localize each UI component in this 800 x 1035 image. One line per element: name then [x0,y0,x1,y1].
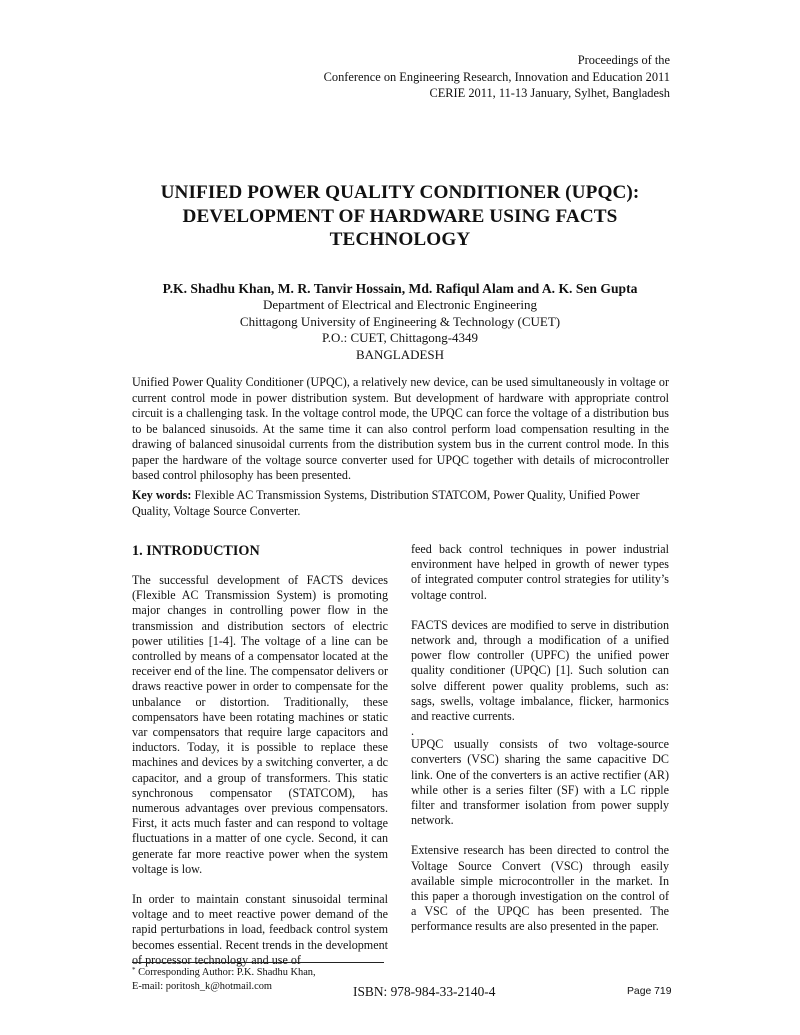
paper-title [110,181,690,252]
paragraph: feed back control techniques in power industrial environment have helped in growth of newer types of integrated computer control strategies for utility’s voltage control. [411,542,669,602]
affiliation-po: P.O.: CUET, Chittagong-4349 [321,330,479,345]
title-line-1: UNIFIED POWER QUALITY CONDITIONER (UPQC): [160,182,640,203]
page-number: Page 719 [627,986,672,997]
footnote-marker: * [132,966,136,974]
affiliation-department: Department of Electrical and Electronic Engineering [263,297,537,312]
keywords-label: Key words: [132,488,192,502]
isbn: ISBN: 978-984-33-2140-4 [353,984,496,999]
header-line-3: CERIE 2011, 11-13 January, Sylhet, Bangladesh [429,86,670,100]
paragraph: The successful development of FACTS devices (Flexible AC Transmission System) is promoting major changes in controlling power flow in the transmission and distribution sectors of electric power utilities [1-4]. The voltage of a line can be controlled by means of a compensator located at the receiver end of the line. The compensator delivers or draws reactive power in order to compensate for the unbalance or distortion. Traditionally, these compensators have been rotating machines or static var compensators that require large capacitors and inductors. Today, it is possible to replace these machines and devices by a switching converter, a dc capacitor, and a group of transformers. This static synchronous compensator (STATCOM), has numerous advantages over previous compensators. First, it acts much faster and can respond to voltage fluctuations in a matter of one cycle. Second, it can generate far more reactive power when the system voltage is low. [132,573,388,876]
right-column [411,542,669,950]
affiliation [100,297,700,363]
left-column [132,542,388,983]
paragraph: FACTS devices are modified to serve in distribution network and, through a modification of a unified power flow controller (UPFC) the unified power quality conditioner (UPQC) [1]. Such solution can solve different power quality problems, such as: sags, swells, voltage imbalance, flicker, harmonics and reactive currents. [411,617,669,724]
keywords-text: Flexible AC Transmission Systems, Distribution STATCOM, Power Quality, Unified Power Quality, Voltage Source Converter. [132,488,640,518]
paragraph: In order to maintain constant sinusoidal terminal voltage and to meet reactive power demand of the rapid perturbations in load, feedback control system becomes essential. Recent trends in the development of processor technology and use of [132,892,388,967]
title-line-2: DEVELOPMENT OF HARDWARE USING FACTS [182,205,618,227]
footnote-email: E-mail: poritosh_k@hotmail.com [132,980,273,992]
footnote-author: Corresponding Author: P.K. Shadhu Khan, [135,967,316,978]
footnote-divider [132,962,384,963]
header-line-1: Proceedings of the [577,53,670,67]
affiliation-university: Chittagong University of Engineering & Technology (CUET) [239,313,561,329]
author-list: P.K. Shadhu Khan, M. R. Tanvir Hossain, Md. Rafiqul Alam and A. K. Sen Gupta [162,281,638,296]
keywords [132,488,669,519]
affiliation-country: BANGLADESH [355,346,445,362]
stray-dot: . [411,724,415,739]
paragraph: Extensive research has been directed to control the Voltage Source Convert (VSC) through easily available simple microcontroller in the market. In this paper a thorough investigation on the control of a VSC of the UPQC has been presented. The performance results are also presented in the paper. [411,843,669,934]
proceedings-header [110,52,670,102]
title-line-3: TECHNOLOGY [329,229,471,250]
abstract: Unified Power Quality Conditioner (UPQC), a relatively new device, can be used simultaneously in voltage or current control mode in power distribution system. But development of hardware with appropriate control circuit is a challenging task. In the voltage control mode, the UPQC can force the voltage of a distribution bus to be balanced sinusoids. At the same time it can also control perform load compensation resulting in the drawing of balanced sinusoidal currents from the distribution system bus in the current control mode. In this paper the hardware of the voltage source converter used for UPQC together with details of microcontroller based control philosophy has been presented. [132,375,669,482]
section-heading: 1. INTRODUCTION [132,543,260,559]
paragraph: UPQC usually consists of two voltage-source converters (VSC) sharing the same capacitive DC link. One of the converters is an active rectifier (AR) while other is a series filter (SF) with a LC ripple filter and transformer isolation from power supply network. [411,737,669,828]
footnote-author-line [132,966,432,980]
header-line-2: Conference on Engineering Research, Innovation and Education 2011 [323,69,670,84]
